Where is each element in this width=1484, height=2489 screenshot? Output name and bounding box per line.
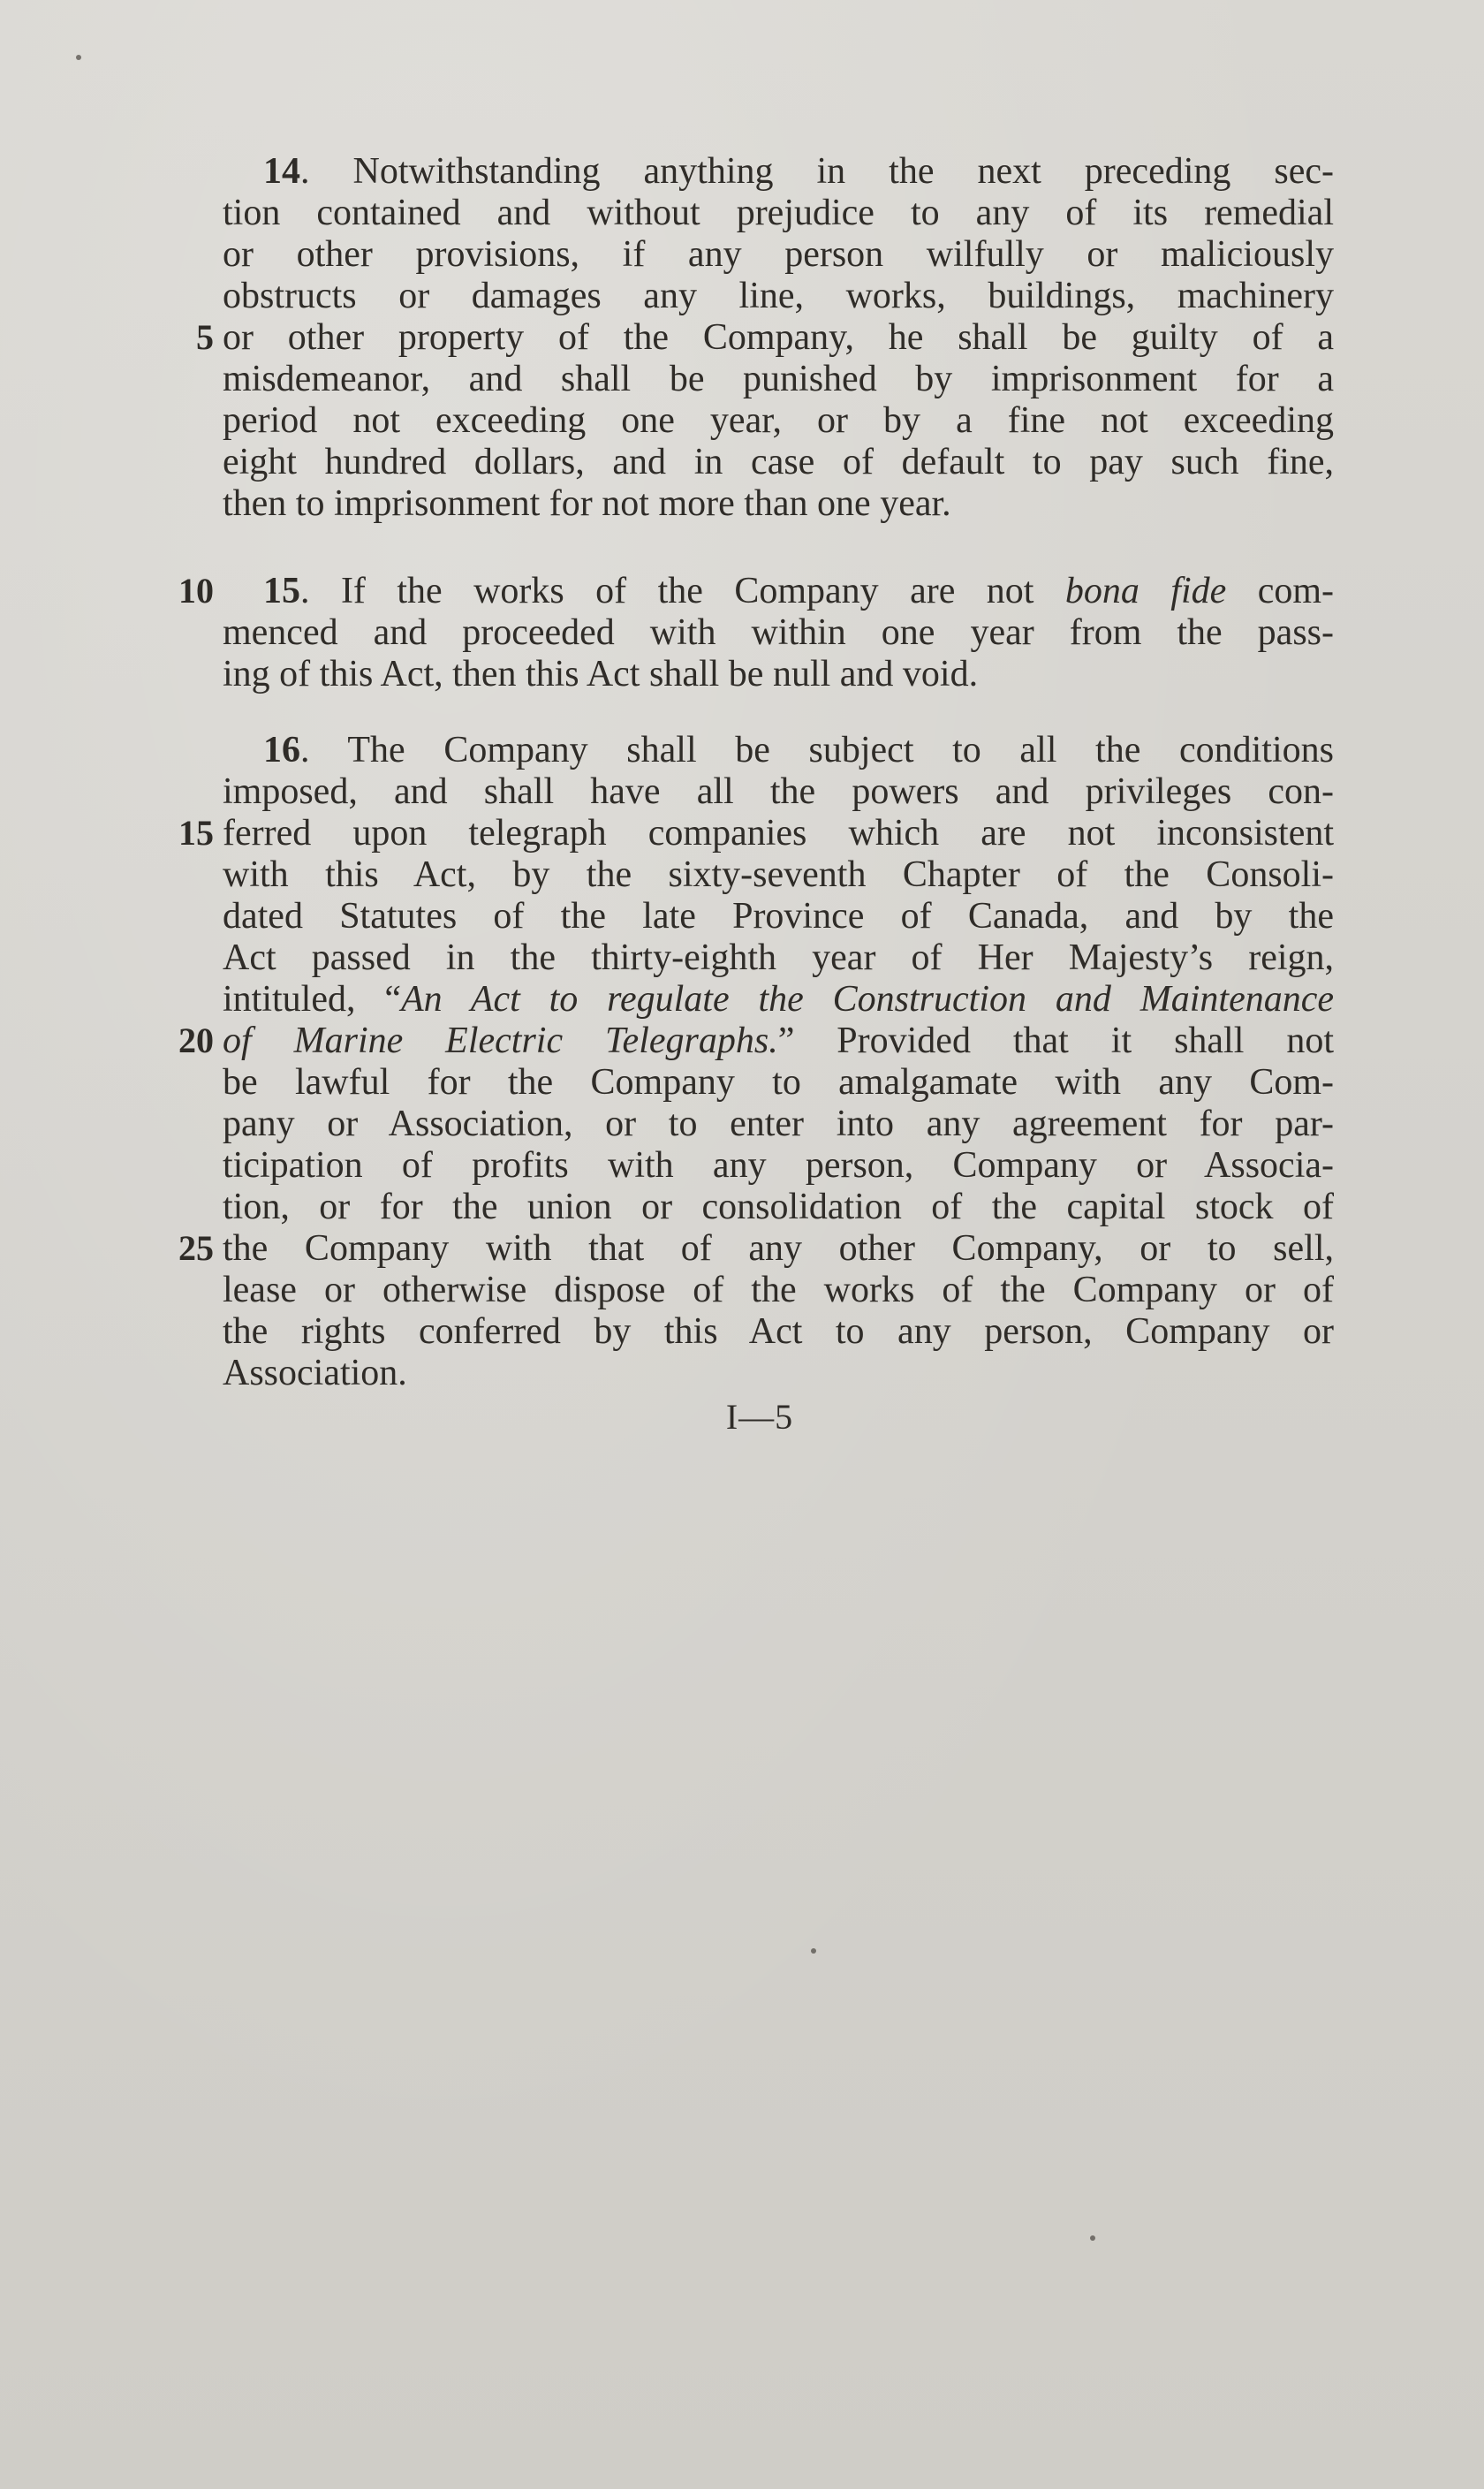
paragraph-line: tion contained and without prejudice to any of its remedial bbox=[223, 193, 1334, 233]
paragraph-line: 15. If the works of the Company are not bona fide com- bbox=[263, 571, 1335, 611]
paragraph-line bbox=[223, 978, 1334, 1021]
line-number: 25 bbox=[178, 1228, 214, 1268]
text-line bbox=[0, 1020, 1484, 1062]
section-number: 16 bbox=[263, 730, 300, 770]
text-line bbox=[0, 275, 1484, 317]
text-line bbox=[0, 895, 1484, 937]
paragraph-line: ing of this Act, then this Act shall be null and void. bbox=[223, 654, 979, 694]
line-number: 10 bbox=[178, 571, 214, 611]
paragraph-line: lease or otherwise dispose of the works of the Company or of bbox=[223, 1270, 1334, 1310]
paragraph-line: imposed, and shall have all the powers and privileges con- bbox=[223, 771, 1334, 812]
text-line bbox=[0, 729, 1484, 771]
text-line bbox=[0, 1186, 1484, 1228]
text-line bbox=[0, 441, 1484, 483]
text-line bbox=[0, 611, 1484, 654]
italic-phrase: bona fide bbox=[1064, 571, 1227, 611]
paragraph-line: or other provisions, if any person wilfully or maliciously bbox=[223, 234, 1334, 275]
paragraph-line: Association. bbox=[223, 1353, 407, 1393]
text-line bbox=[0, 653, 1484, 695]
text-line bbox=[0, 570, 1484, 612]
text-line bbox=[0, 1269, 1484, 1311]
paragraph-text: If the works of the Company are not bbox=[340, 571, 1065, 611]
paragraph-line: eight hundred dollars, and in case of default to pay such fine, bbox=[223, 442, 1334, 482]
paragraph-line: 14. Notwithstanding anything in the next preceding sec- bbox=[263, 151, 1334, 192]
page-signature: I—5 bbox=[725, 1397, 794, 1437]
paper-speck bbox=[1090, 2235, 1095, 2241]
paragraph-line: or other property of the Company, he shall be guilty of a bbox=[223, 317, 1334, 358]
text-line bbox=[0, 316, 1484, 359]
paragraph-line: period not exceeding one year, or by a fine not exceeding bbox=[223, 400, 1334, 441]
paragraph-line: with this Act, by the sixty-seventh Chapter of the Consoli- bbox=[223, 854, 1334, 895]
paragraph-line: pany or Association, or to enter into any agreement for par- bbox=[223, 1104, 1334, 1144]
paragraph-text: com- bbox=[1226, 571, 1335, 611]
paragraph-line bbox=[223, 1020, 1334, 1062]
text-line bbox=[0, 937, 1484, 979]
paragraph-line: 16. The Company shall be subject to all the conditions bbox=[263, 730, 1334, 770]
paragraph-text: Notwithstanding anything in the next preceding sec- bbox=[352, 151, 1334, 192]
text-line bbox=[0, 482, 1484, 525]
paragraph-text: The Company shall be subject to all the conditions bbox=[347, 730, 1334, 770]
text-line bbox=[0, 1144, 1484, 1187]
text-line bbox=[0, 854, 1484, 896]
text-line bbox=[0, 812, 1484, 854]
line-number: 15 bbox=[178, 813, 214, 853]
paper-speck bbox=[76, 55, 81, 60]
text-line bbox=[0, 192, 1484, 234]
paragraph-line: be lawful for the Company to amalgamate with any Com- bbox=[223, 1062, 1334, 1103]
text-line bbox=[0, 1227, 1484, 1270]
paragraph-line: Act passed in the thirty-eighth year of Her Majesty’s reign, bbox=[223, 937, 1334, 978]
text-line bbox=[0, 358, 1484, 400]
paragraph-line: misdemeanor, and shall be punished by imprisonment for a bbox=[223, 359, 1334, 399]
paragraph-line: dated Statutes of the late Province of Canada, and by the bbox=[223, 896, 1334, 937]
paragraph-line: menced and proceeded with within one year from the pass- bbox=[223, 612, 1334, 653]
line-number: 5 bbox=[196, 317, 214, 357]
text-line bbox=[0, 150, 1484, 193]
paragraph-line: the Company with that of any other Company, or to sell, bbox=[223, 1228, 1334, 1269]
text-line bbox=[0, 1310, 1484, 1353]
line-number: 20 bbox=[178, 1021, 214, 1060]
paragraph-text: ” Provided that it shall not bbox=[777, 1021, 1334, 1061]
text-line bbox=[0, 978, 1484, 1021]
paragraph-line: tion, or for the union or consolidation of the capital stock of bbox=[223, 1187, 1334, 1227]
italic-phrase: An Act to regulate the Construction and Maintenance bbox=[401, 979, 1334, 1020]
section-number: 15 bbox=[263, 571, 300, 611]
text-line bbox=[0, 1352, 1484, 1394]
paragraph-line: then to imprisonment for not more than one year. bbox=[223, 483, 951, 524]
section-number: 14 bbox=[263, 151, 300, 192]
text-line bbox=[0, 399, 1484, 442]
paper-speck bbox=[811, 1948, 816, 1954]
text-line bbox=[0, 1103, 1484, 1145]
paragraph-line: obstructs or damages any line, works, buildings, machinery bbox=[223, 276, 1334, 316]
paragraph-line: ticipation of profits with any person, Company or Associa- bbox=[223, 1145, 1334, 1186]
italic-phrase: of Marine Electric Telegraphs. bbox=[223, 1021, 778, 1061]
paragraph-line: ferred upon telegraph companies which are not inconsistent bbox=[223, 813, 1334, 854]
text-line bbox=[0, 233, 1484, 276]
text-line bbox=[0, 1061, 1484, 1104]
paragraph-text: intituled, “ bbox=[223, 979, 402, 1020]
text-line bbox=[0, 770, 1484, 813]
paragraph-line: the rights conferred by this Act to any person, Company or bbox=[223, 1311, 1334, 1352]
